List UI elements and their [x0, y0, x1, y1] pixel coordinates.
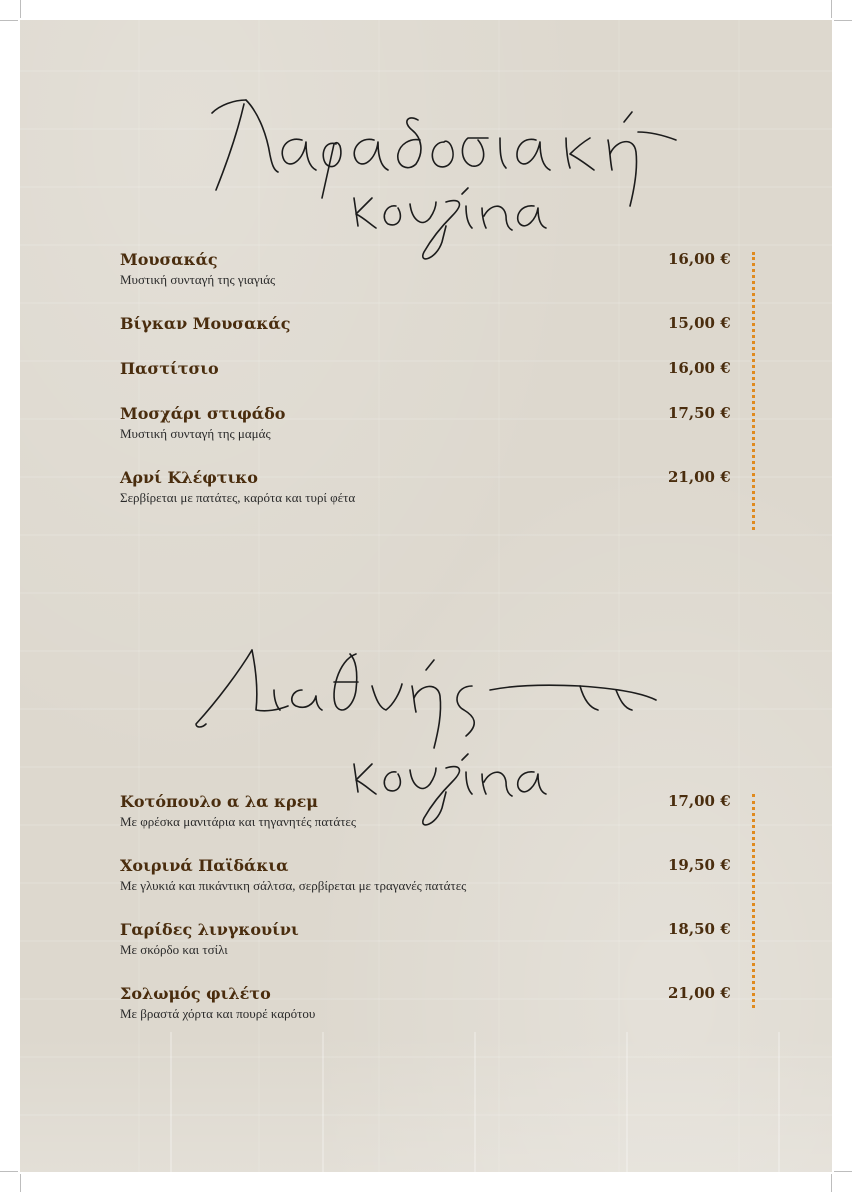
item-price: 15,00 € [668, 314, 731, 332]
item-description: Με σκόρδο και τσίλι [120, 942, 228, 957]
item-price: 17,00 € [668, 792, 731, 810]
item-description: Σερβίρεται με πατάτες, καρότα και τυρί φέτα [120, 490, 356, 505]
item-price: 16,00 € [668, 359, 731, 377]
item-name: Παστίτσιο [120, 359, 219, 378]
crop-mark [20, 0, 21, 18]
crop-mark [0, 20, 18, 21]
crop-mark [834, 20, 852, 21]
item-description: Με γλυκιά και πικάντικη σάλτσα, σερβίρεται με τραγανές πατάτες [120, 878, 467, 893]
stone-wall-texture [20, 1032, 832, 1172]
item-price: 19,50 € [668, 856, 731, 874]
crop-mark [0, 1171, 18, 1172]
crop-mark [834, 1171, 852, 1172]
item-name: Αρνί Κλέφτικο [120, 468, 258, 487]
section2-dotted-divider [752, 794, 755, 1008]
item-price: 16,00 € [668, 250, 731, 268]
item-name: Μουσακάς [120, 250, 218, 269]
section1-dotted-divider [752, 252, 755, 530]
item-description: Με φρέσκα μανιτάρια και τηγανητές πατάτες [120, 814, 357, 829]
item-description: Μυστική συνταγή της γιαγιάς [120, 272, 276, 287]
item-price: 21,00 € [668, 468, 731, 486]
item-description: Με βραστά χόρτα και πουρέ καρότου [120, 1006, 316, 1021]
crop-mark [831, 1174, 832, 1192]
item-name: Σολωμός φιλέτο [120, 984, 271, 1003]
item-price: 17,50 € [668, 404, 731, 422]
menu-page [20, 20, 832, 1172]
item-name: Μοσχάρι στιφάδο [120, 404, 286, 423]
section1-handwritten-title [20, 20, 832, 260]
item-name: Χοιρινά Παϊδάκια [120, 856, 289, 875]
item-name: Κοτόπουλο α λα κρεμ [120, 792, 319, 811]
item-name: Γαρίδες λινγκουίνι [120, 920, 299, 939]
crop-mark [831, 0, 832, 18]
item-name: Βίγκαν Μουσακάς [120, 314, 291, 333]
item-price: 18,50 € [668, 920, 731, 938]
crop-mark [20, 1174, 21, 1192]
item-description: Μυστική συνταγή της μαμάς [120, 426, 271, 441]
item-price: 21,00 € [668, 984, 731, 1002]
